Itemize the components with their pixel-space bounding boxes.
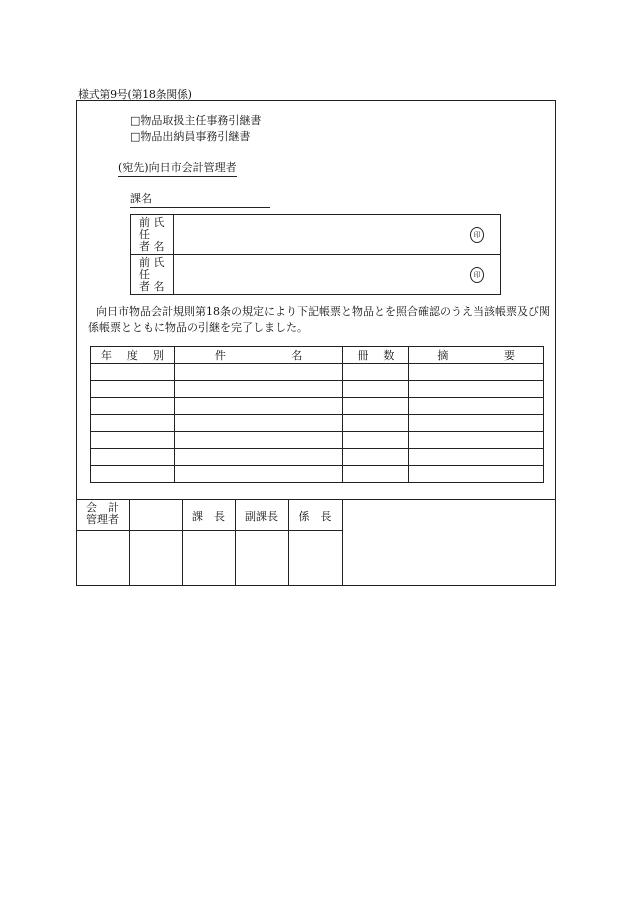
table-cell[interactable] bbox=[174, 415, 343, 432]
previous-officer-signature-1[interactable] bbox=[130, 214, 501, 255]
approval-stamp-box[interactable] bbox=[289, 531, 342, 586]
table-cell[interactable] bbox=[91, 398, 175, 415]
col-header-fiscal-year: 年 度 別 bbox=[91, 347, 175, 364]
approval-stamp-box[interactable] bbox=[130, 531, 182, 586]
approval-section bbox=[76, 499, 556, 586]
seal-icon: 印 bbox=[470, 227, 484, 243]
table-cell[interactable] bbox=[409, 432, 544, 449]
table-header-row bbox=[91, 347, 544, 364]
table-row bbox=[91, 415, 544, 432]
table-cell[interactable] bbox=[91, 364, 175, 381]
approval-stamp-box[interactable] bbox=[76, 531, 129, 586]
seal-icon: 印 bbox=[470, 267, 484, 283]
table-cell[interactable] bbox=[91, 381, 175, 398]
approval-subsection-chief-label: 係 長 bbox=[298, 510, 332, 523]
table-cell[interactable] bbox=[343, 415, 409, 432]
table-cell[interactable] bbox=[409, 449, 544, 466]
option-label: 物品出納員事務引継書 bbox=[140, 130, 251, 143]
signature-label-line: 者 名 bbox=[139, 280, 165, 293]
table-cell[interactable] bbox=[91, 449, 175, 466]
table-cell[interactable] bbox=[409, 398, 544, 415]
table-cell[interactable] bbox=[409, 381, 544, 398]
table-cell[interactable] bbox=[91, 432, 175, 449]
table-cell[interactable] bbox=[174, 432, 343, 449]
table-cell[interactable] bbox=[343, 432, 409, 449]
col-header-remarks: 摘 要 bbox=[409, 347, 544, 364]
table-cell[interactable] bbox=[409, 415, 544, 432]
table-cell[interactable] bbox=[91, 415, 175, 432]
signature-label-line: 任 bbox=[139, 228, 150, 241]
approval-stamp-box[interactable] bbox=[183, 531, 235, 586]
table-row bbox=[91, 398, 544, 415]
table-row bbox=[91, 466, 544, 483]
table-cell[interactable] bbox=[343, 449, 409, 466]
table-cell[interactable] bbox=[174, 381, 343, 398]
option-handover-supervisor[interactable] bbox=[130, 112, 261, 128]
col-header-item-name: 件 名 bbox=[174, 347, 343, 364]
signature-label-line: 者 名 bbox=[139, 240, 165, 253]
approval-section-chief-label: 課 長 bbox=[192, 510, 225, 523]
department-field[interactable] bbox=[130, 190, 270, 208]
signature-label bbox=[131, 255, 174, 294]
signature-label-line: 前 氏 bbox=[139, 256, 165, 269]
table-row bbox=[91, 381, 544, 398]
option-handover-custodian[interactable] bbox=[130, 128, 250, 144]
approval-accounting-manager-label: 会 計 管理者 bbox=[86, 501, 119, 526]
table-cell[interactable] bbox=[174, 364, 343, 381]
table-cell[interactable] bbox=[343, 364, 409, 381]
table-cell[interactable] bbox=[409, 466, 544, 483]
signature-label-line: 任 bbox=[139, 268, 150, 281]
checkbox-icon[interactable]: □ bbox=[130, 114, 141, 127]
table-cell[interactable] bbox=[409, 364, 544, 381]
handover-statement: 向日市物品会計規則第18条の規定により下記帳票と物品とを照合確認のうえ当該帳票及び関係帳票とともに物品の引継を完了しました。 bbox=[88, 305, 550, 334]
previous-officer-signature-2[interactable] bbox=[130, 254, 501, 295]
signature-label-line: 前 氏 bbox=[139, 216, 165, 229]
table-cell[interactable] bbox=[343, 466, 409, 483]
option-label: 物品取扱主任事務引継書 bbox=[140, 114, 262, 127]
items-table bbox=[90, 346, 544, 483]
table-cell[interactable] bbox=[174, 449, 343, 466]
table-cell[interactable] bbox=[343, 398, 409, 415]
form-number-label: 様式第9号(第18条関係) bbox=[78, 88, 192, 101]
checkbox-icon[interactable]: □ bbox=[130, 130, 141, 143]
table-cell[interactable] bbox=[174, 398, 343, 415]
table-cell[interactable] bbox=[174, 466, 343, 483]
approval-deputy-chief-label: 副課長 bbox=[245, 510, 278, 523]
table-cell[interactable] bbox=[91, 466, 175, 483]
table-row bbox=[91, 364, 544, 381]
approval-stamp-box[interactable] bbox=[236, 531, 288, 586]
table-row bbox=[91, 432, 544, 449]
table-row bbox=[91, 449, 544, 466]
signature-label bbox=[131, 215, 174, 254]
col-header-volume-count: 冊 数 bbox=[343, 347, 409, 364]
addressee: (宛先)向日市会計管理者 bbox=[118, 159, 237, 177]
department-label: 課名 bbox=[130, 192, 152, 205]
table-cell[interactable] bbox=[343, 381, 409, 398]
